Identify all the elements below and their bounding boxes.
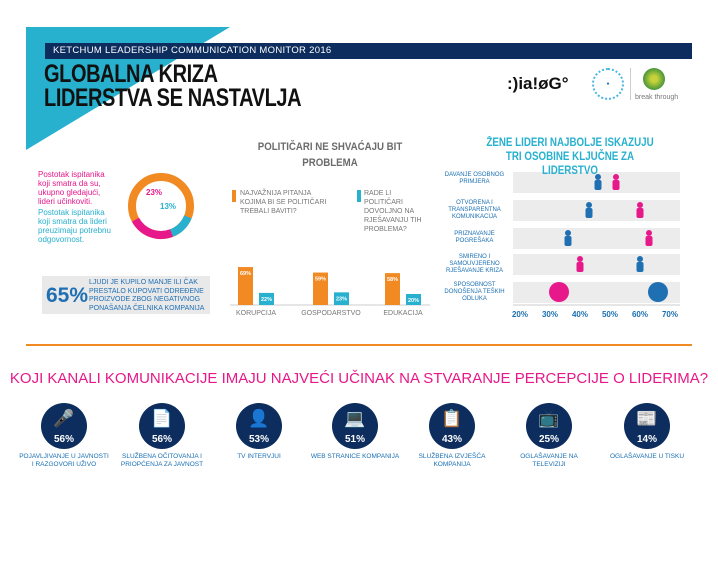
channel-percent: 51% (344, 434, 365, 445)
women-figure-icon (577, 256, 584, 272)
figure-body (565, 236, 572, 246)
donut-chart (126, 171, 196, 241)
channel-percent: 56% (53, 434, 74, 445)
documents-icon: 📄 (151, 409, 173, 428)
dialog-logo: :)ia!øG° (507, 74, 569, 93)
x-tick-label: 50% (601, 310, 619, 319)
row-label: SMIRENO I SAMOUVJERENO RJEŠAVANJE KRIZA (445, 254, 504, 274)
women-chart-title-text: ŽENE LIDERI NAJBOLJE ISKAZUJU TRI OSOBINE KLJUČNE ZA LIDERSTVO (486, 137, 654, 177)
laptop-icon: 💻 (344, 409, 366, 428)
row-band (513, 228, 680, 249)
women-figure-icon (549, 282, 569, 302)
channel-percent: 25% (538, 434, 559, 445)
women-figure-icon (646, 230, 653, 246)
figure-body (637, 262, 644, 272)
figure-head (586, 202, 592, 208)
category-label: EDUKACIJA (383, 310, 423, 317)
bar-value-label: 58% (386, 277, 399, 284)
head-profile (648, 282, 668, 302)
channel-documents (139, 403, 185, 449)
channel-label: WEB STRANICE KOMPANIJA (310, 453, 400, 460)
figure-body (577, 262, 584, 272)
x-tick-label: 70% (661, 310, 679, 319)
x-tick-label: 20% (511, 310, 529, 319)
legend-swatch-cyan (357, 190, 361, 202)
channel-percent: 43% (441, 434, 462, 445)
x-tick-label: 40% (571, 310, 589, 319)
figure-body (613, 180, 620, 190)
report-icon: 📋 (441, 409, 463, 428)
ketchum-logo (643, 68, 665, 90)
television-icon: 📺 (538, 409, 560, 428)
legend-swatch-orange (232, 190, 236, 202)
figure-head (646, 230, 652, 236)
bar-value-label: 59% (314, 276, 327, 283)
channel-label: OGLAŠAVANJE NA TELEVIZIJI (520, 453, 578, 468)
title-line-1: GLOBALNA KRIZA (44, 60, 218, 88)
channel-television (526, 403, 572, 449)
bar-value-label: 22% (260, 296, 273, 303)
bar-value-label: 20% (407, 298, 420, 304)
politics-chart-title: POLITIČARI NE SHVAĆAJU BIT PROBLEMA (257, 141, 403, 169)
channel-podium (41, 403, 87, 449)
tv-interview-icon: 👤 (248, 409, 270, 428)
bar-value-label: 23% (335, 296, 348, 303)
channel-laptop (332, 403, 378, 449)
figure-head (637, 256, 643, 262)
row-label: PRIZNAVANJE POGREŠAKA (454, 231, 495, 244)
men-figure-icon (637, 256, 644, 272)
channel-report (429, 403, 475, 449)
women-chart-title (464, 136, 677, 178)
row-label: SPOSOBNOST DONOŠENJA TEŠKIH ODLUKA (444, 282, 505, 302)
category-label: KORUPCIJA (235, 310, 277, 317)
channels-question: KOJI KANALI KOMUNIKACIJE IMAJU NAJVEĆI UČINAK NA STVARANJE PERCEPCIJE O LIDERIMA? (9, 370, 709, 387)
women-figure-icon (637, 202, 644, 218)
channel-percent: 53% (248, 434, 269, 445)
figure-body (586, 208, 593, 218)
men-figure-icon (586, 202, 593, 218)
channel-label: POJAVLJIVANJE U JAVNOSTI I RAZGOVORI UŽIVO (19, 453, 109, 468)
channel-percent: 56% (151, 434, 172, 445)
logo-divider (630, 68, 631, 100)
donut-responsibility-label: 13% (160, 202, 177, 211)
figure-body (595, 180, 602, 190)
category-label: GOSPODARSTVO (301, 310, 361, 317)
channel-tv-interview (236, 403, 282, 449)
x-tick-label: 30% (541, 310, 559, 319)
legend-doing-enough: RADE LI POLITIČARI DOVOLJNO NA RJEŠAVANJU TIH PROBLEMA? (364, 190, 422, 233)
newspaper-icon: 📰 (636, 409, 658, 428)
banner: KETCHUM LEADERSHIP COMMUNICATION MONITOR 2016 (45, 43, 692, 59)
section-divider (26, 344, 692, 346)
page-title (44, 62, 301, 110)
channel-label: OGLAŠAVANJE U TISKU (609, 453, 685, 460)
figure-body (646, 236, 653, 246)
figure-head (565, 230, 571, 236)
channel-label: TV INTERVJUI (237, 453, 281, 460)
figure-head (577, 256, 583, 262)
row-label: OTVORENA I TRANSPARENTNA KOMUNIKACIJA (448, 200, 501, 220)
figure-body (637, 208, 644, 218)
leadership-monitor-logo: ● (592, 68, 624, 100)
channel-label: SLUŽBENA IZVJEŠĆA KOMPANIJA (418, 453, 486, 468)
responsibility-text: Postotak ispitanika koji smatra da lideri preuzimaju potrebnu odgovornost. (38, 208, 111, 244)
women-leaders-chart (440, 165, 690, 325)
figure-head (637, 202, 643, 208)
head-profile (549, 282, 569, 302)
podium-icon: 🎤 (53, 409, 75, 428)
channel-percent: 14% (636, 434, 657, 445)
row-label: DAVANJE OSOBNOG PRIMJERA (444, 172, 505, 185)
donut-effective-label: 23% (146, 188, 163, 197)
men-figure-icon (565, 230, 572, 246)
stat-text: LJUDI JE KUPILO MANJE ILI ČAK PRESTALO KUPOVATI ODREĐENE PROIZVODE ZBOG NEGATIVNOG PONAŠANJA ČELNIKA KOMPANIJA (89, 279, 205, 312)
x-tick-label: 60% (631, 310, 649, 319)
effective-text: Postotak ispitanika koji smatra da su, ukupno gledajući, lideri učinkoviti. (38, 170, 105, 206)
channel-label: SLUŽBENA OČITOVANJA I PRIOPĆENJA ZA JAVNOST (120, 453, 204, 468)
bar-value-label: 69% (239, 271, 252, 278)
row-band (513, 200, 680, 221)
channel-newspaper (624, 403, 670, 449)
men-figure-icon (648, 282, 668, 302)
ketchum-tagline: break through (635, 94, 679, 101)
politics-bar-chart (225, 255, 435, 320)
stat-value: 65% (46, 284, 89, 307)
legend-important-issues: NAJVAŽNIJA PITANJA KOJIMA BI SE POLITIČARI TREBALI BAVITI? (240, 190, 327, 215)
row-band (513, 254, 680, 275)
title-line-2: LIDERSTVA SE NASTAVLJA (44, 84, 302, 112)
